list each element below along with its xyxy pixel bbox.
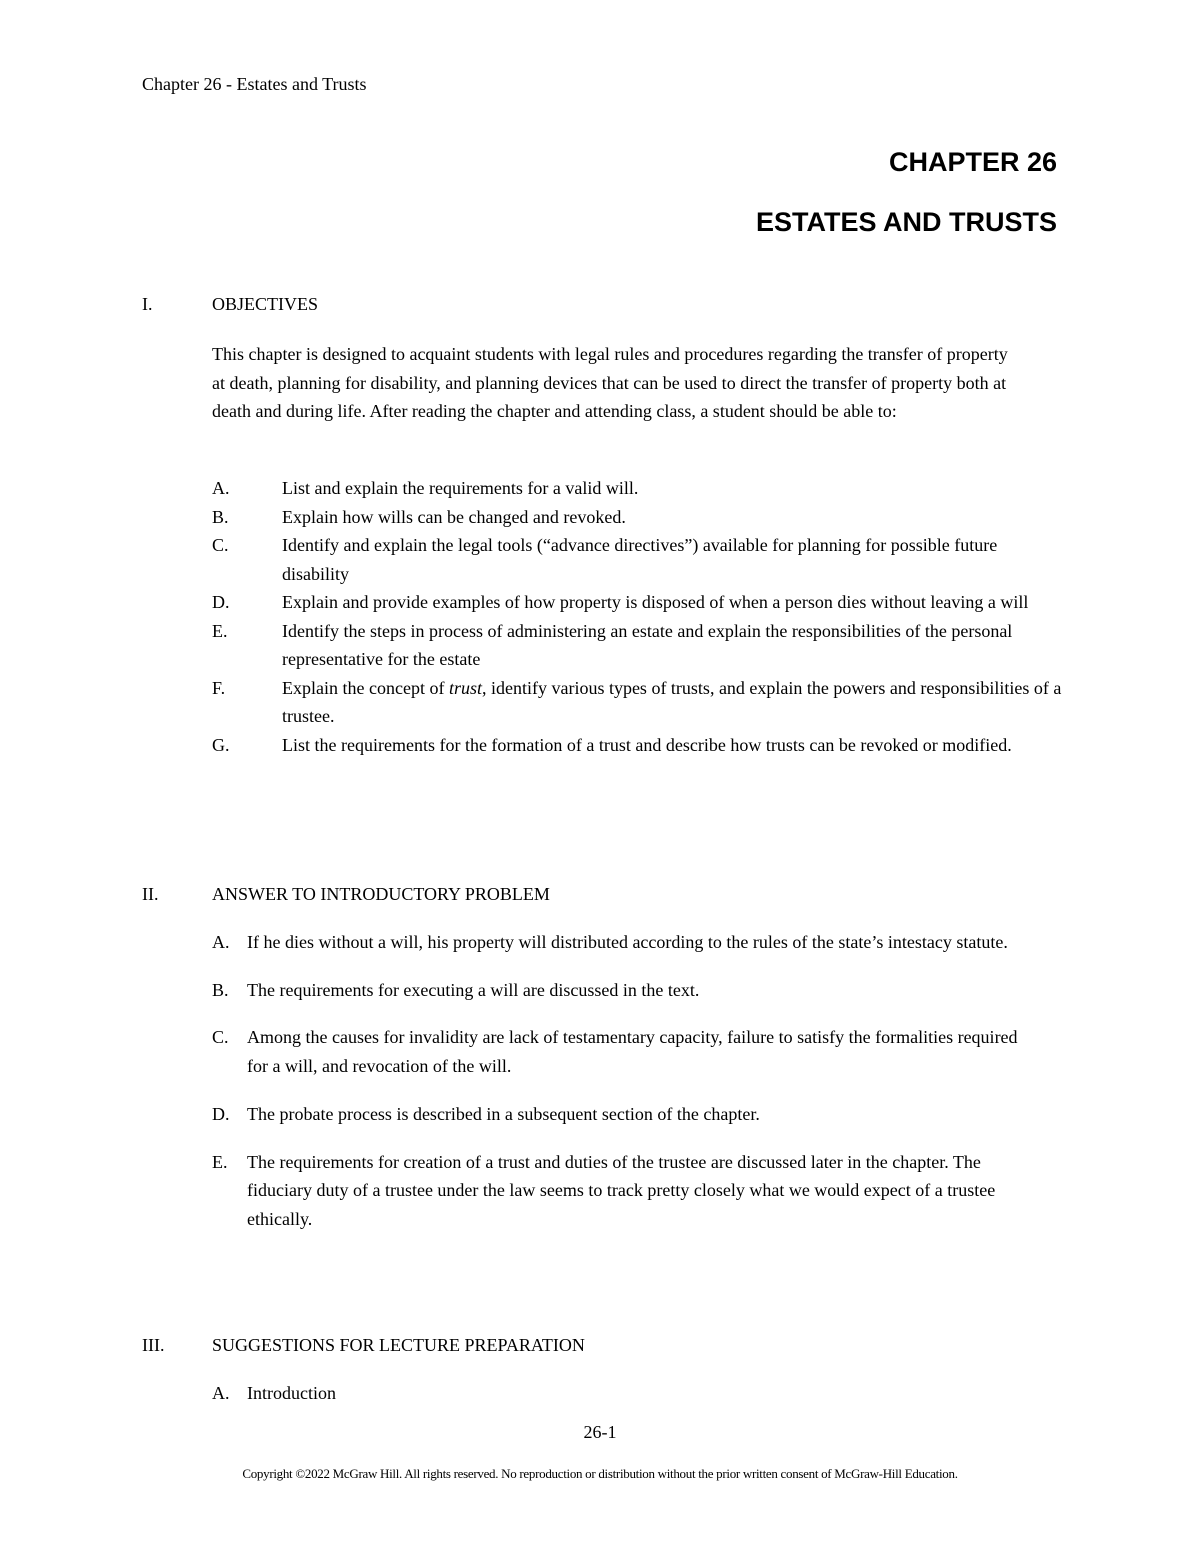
list-item-letter: E. — [212, 1151, 228, 1172]
list-item — [212, 1100, 1032, 1129]
list-item — [212, 588, 1062, 617]
list-item-text — [282, 678, 1061, 727]
list-item — [212, 1023, 1032, 1080]
list-item-text: Explain how wills can be changed and revoked. — [282, 506, 626, 527]
list-item-letter: E. — [212, 620, 228, 641]
list-item-letter: D. — [212, 592, 230, 612]
list-item — [212, 928, 1032, 957]
copyright-footer: Copyright ©2022 McGraw Hill. All rights reserved. No reproduction or distribution without the prior written consent of McGraw-Hill Education. — [242, 1466, 958, 1481]
list-item-text: If he dies without a will, his property will distributed according to the rules of the state’s intestacy statute. — [247, 932, 1008, 952]
chapter-subtitle: ESTATES AND TRUSTS — [755, 207, 1057, 237]
list-item-letter: A. — [212, 1383, 230, 1403]
list-item-text: The requirements for creation of a trust and duties of the trustee are discussed later in the chapter. The fiduciary duty of a trustee under the law seems to track pretty closely what we would expect of a trustee ethically. — [247, 1151, 996, 1229]
section-title: SUGGESTIONS FOR LECTURE PREPARATION — [212, 1335, 585, 1355]
list-item — [212, 1379, 1032, 1408]
list-item-letter: B. — [212, 979, 229, 1000]
list-item-text: List the requirements for the formation of a trust and describe how trusts can be revoked or modified. — [282, 734, 1012, 755]
list-item — [212, 503, 1062, 532]
list-item-letter: F. — [212, 677, 226, 698]
list-item-text: Among the causes for invalidity are lack of testamentary capacity, failure to satisfy the formalities required for a will, and revocation of the will. — [247, 1027, 1018, 1077]
list-item-text: Introduction — [247, 1383, 336, 1403]
list-item-text: Explain and provide examples of how property is disposed of when a person dies without leaving a will — [282, 592, 1029, 612]
list-item — [212, 474, 1062, 503]
page-number: 26-1 — [583, 1422, 617, 1442]
section-title: OBJECTIVES — [212, 294, 319, 314]
emphasized-term: trust — [448, 677, 482, 698]
objectives-intro-paragraph: This chapter is designed to acquaint students with legal rules and procedures regarding the transfer of property at death, planning for disability, and planning devices that can be used to direct the transfer of property both at death and during life. After reading the chapter and attending class, a student should be able to: — [212, 344, 1008, 422]
running-header: Chapter 26 - Estates and Trusts — [142, 74, 367, 94]
list-item-text: Identify and explain the legal tools (“advance directives”) available for planning for possible future disability — [282, 535, 998, 584]
section-number: II. — [142, 884, 159, 904]
list-item — [212, 617, 1062, 674]
list-item-letter: C. — [212, 535, 229, 555]
answers-list — [212, 928, 1032, 1253]
list-item — [212, 1148, 1032, 1234]
list-item-letter: C. — [212, 1027, 229, 1048]
text-segment: Explain the concept of — [282, 677, 449, 698]
list-item-text: Identify the steps in process of administering an estate and explain the responsibilities of the personal representative for the estate — [282, 620, 1013, 669]
list-item-letter: D. — [212, 1103, 230, 1124]
list-item-text: List and explain the requirements for a valid will. — [282, 478, 639, 498]
list-item-text: The probate process is described in a subsequent section of the chapter. — [247, 1103, 760, 1124]
list-item-letter: A. — [212, 478, 230, 498]
list-item — [212, 531, 1062, 588]
list-item — [212, 976, 1032, 1005]
section-number: III. — [142, 1335, 165, 1355]
section-number: I. — [142, 294, 153, 314]
list-item-text: The requirements for executing a will are discussed in the text. — [247, 979, 700, 1000]
list-item — [212, 731, 1062, 760]
list-item-letter: G. — [212, 734, 230, 755]
section-title: ANSWER TO INTRODUCTORY PROBLEM — [212, 884, 550, 904]
list-item-letter: B. — [212, 506, 229, 527]
objectives-list — [212, 474, 1062, 759]
chapter-title: CHAPTER 26 — [888, 147, 1057, 177]
list-item-letter: A. — [212, 932, 230, 952]
list-item — [212, 674, 1062, 731]
text-segment: , identify various types of trusts, and explain the powers and responsibilities of a trustee. — [282, 677, 1062, 726]
